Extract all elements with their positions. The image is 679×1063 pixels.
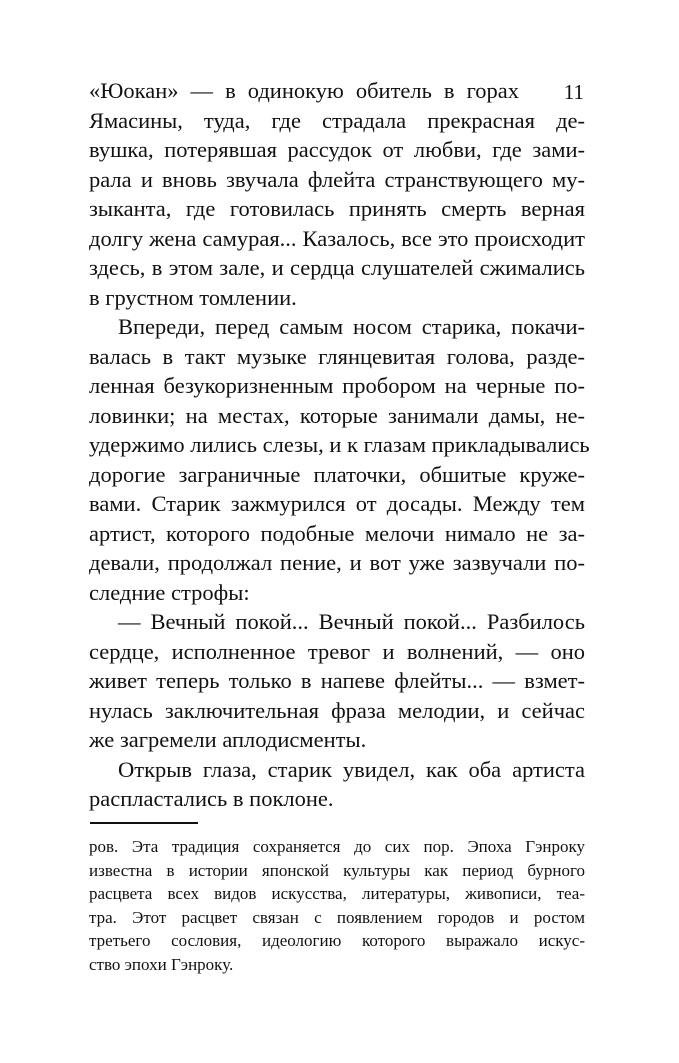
paragraph xyxy=(89,607,585,755)
text-line: артист, которого подобные мелочи нимало не за- xyxy=(89,520,585,546)
text-line: дорогие заграничные платочки, обшитые круже- xyxy=(89,461,585,487)
text-line: ленная безукоризненным пробором на черные по- xyxy=(89,373,585,398)
footnote-line: расцвета всех видов искусства, литературы, живописи, теа- xyxy=(89,884,585,903)
text-line: долгу жена самурая... Казалось, все это происходит xyxy=(89,225,585,251)
text-line: зыканта, где готовилась принять смерть верная xyxy=(89,196,585,221)
text-line: девали, продолжал пение, и вот уже зазвучали по- xyxy=(89,550,585,575)
text-line: в грустном томлении. xyxy=(89,284,297,310)
text-line: Ямасины, туда, где страдала прекрасная де- xyxy=(89,107,585,133)
text-line: же загремели аплодисменты. xyxy=(89,727,367,752)
footnote-line: ров. Эта традиция сохраняется до сих пор. Эпоха Гэнроку xyxy=(89,837,585,856)
footnote-line: третьего сословия, идеологию которого выражало искус- xyxy=(89,931,585,950)
text-line: — Вечный покой... Вечный покой... Разбилось xyxy=(118,609,585,634)
footnote-line: тра. Этот расцвет связан с появлением городов и ростом xyxy=(89,907,585,927)
text-line: «Юокан» — в одинокую обитель в горах xyxy=(89,78,519,103)
text-line: Открыв глаза, старик увидел, как оба артиста xyxy=(118,756,585,782)
paragraph xyxy=(89,312,590,607)
text-line: ловинки; на местах, которые занимали дамы, не- xyxy=(89,402,585,428)
text-line: сердце, исполненное тревог и волнений, — оно xyxy=(89,638,585,664)
text-line: вушка, потерявшая рассудок от любви, где зами- xyxy=(89,137,585,162)
text-line: здесь, в этом зале, и сердца слушателей сжимались xyxy=(89,255,585,280)
text-line: распластались в поклоне. xyxy=(89,786,334,811)
footnote xyxy=(89,835,585,976)
text-line: удержимо лились слезы, и к глазам прикладывались xyxy=(89,432,590,457)
paragraph xyxy=(89,755,585,814)
text-line: следние строфы: xyxy=(89,579,250,605)
page-number: 11 xyxy=(563,80,584,104)
text-line: валась в такт музыке глянцевитая голова, разде- xyxy=(89,343,585,369)
text-line: Впереди, перед самым носом старика, покачи- xyxy=(118,314,585,339)
footnote-line: известна в истории японской культуры как период бурного xyxy=(89,860,585,880)
text-line: рала и вновь звучала флейта странствующего му- xyxy=(89,166,585,192)
text-line: вами. Старик зажмурился от досады. Между тем xyxy=(89,491,585,516)
footnote-divider xyxy=(90,822,198,824)
paragraph xyxy=(89,76,585,312)
footnote-line: ство эпохи Гэнроку. xyxy=(89,954,234,974)
main-text xyxy=(89,76,590,814)
text-line: нулась заключительная фраза мелодии, и сейчас xyxy=(89,697,585,723)
text-line: живет теперь только в напеве флейты... — взмет- xyxy=(89,668,585,693)
